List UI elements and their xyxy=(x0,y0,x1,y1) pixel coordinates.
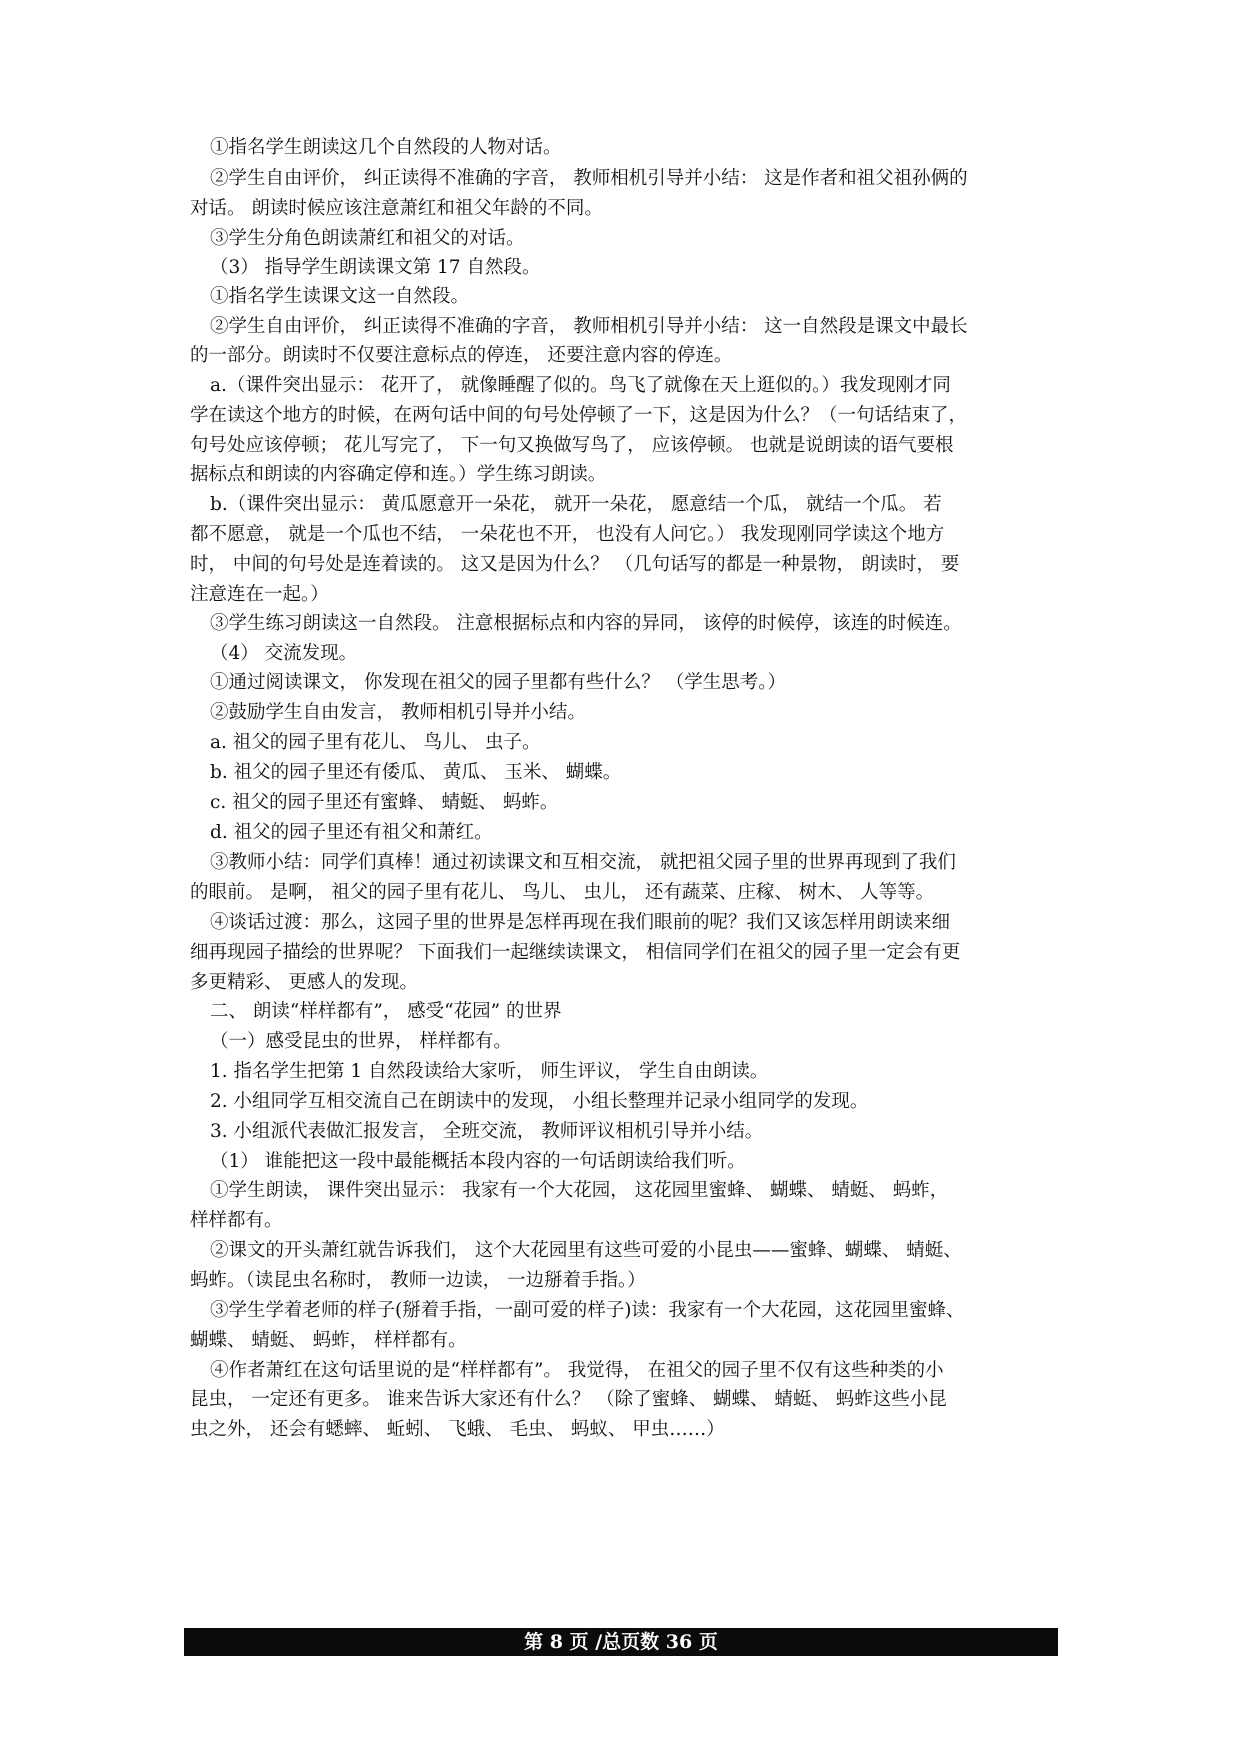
text-line: ③学生练习朗读这一自然段。 注意根据标点和内容的异同， 该停的时候停，该连的时候连。 xyxy=(210,613,962,634)
text-line: 的眼前。 是啊， 祖父的园子里有花儿、 鸟儿、 虫儿， 还有蔬菜、庄稼、 树木、 人等等。 xyxy=(190,882,935,903)
text-line: ②课文的开头萧红就告诉我们， 这个大花园里有这些可爱的小昆虫——蜜蜂、蝴蝶、 蜻蜓、 xyxy=(210,1240,962,1261)
text-line: 蚂蚱。（读昆虫名称时， 教师一边读， 一边掰着手指。） xyxy=(190,1270,646,1291)
text-line: 2. 小组同学互相交流自己在朗读中的发现， 小组长整理并记录小组同学的发现。 xyxy=(210,1091,869,1112)
text-line: ①学生朗读， 课件突出显示： 我家有一个大花园， 这花园里蜜蜂、 蝴蝶、 蜻蜓、 蚂蚱， xyxy=(210,1180,949,1201)
text-line: ①指名学生朗读这几个自然段的人物对话。 xyxy=(210,137,562,158)
text-line: 蝴蝶、 蜻蜓、 蚂蚱， 样样都有。 xyxy=(190,1330,467,1351)
text-line: 时， 中间的句号处是连着读的。 这又是因为什么？ （几句话写的都是一种景物， 朗读时， 要 xyxy=(190,554,960,575)
text-line: ③教师小结：同学们真棒！通过初读课文和互相交流， 就把祖父园子里的世界再现到了我们 xyxy=(210,852,956,873)
text-line: 样样都有。 xyxy=(190,1210,283,1231)
text-line: ①指名学生读课文这一自然段。 xyxy=(210,286,470,307)
text-line: 二、 朗读“样样都有”， 感受“花园” 的世界 xyxy=(210,1001,562,1022)
text-line: 注意连在一起。） xyxy=(190,584,329,605)
text-line: （1） 谁能把这一段中最能概括本段内容的一句话朗读给我们听。 xyxy=(210,1151,746,1172)
text-line: 3. 小组派代表做汇报发言， 全班交流， 教师评议相机引导并小结。 xyxy=(210,1121,764,1142)
text-line: 昆虫， 一定还有更多。 谁来告诉大家还有什么？ （除了蜜蜂、 蝴蝶、 蜻蜓、 蚂蚱这些小昆 xyxy=(190,1389,947,1410)
text-line: c. 祖父的园子里还有蜜蜂、 蜻蜓、 蚂蚱。 xyxy=(210,792,559,813)
text-line: a. 祖父的园子里有花儿、 鸟儿、 虫子。 xyxy=(210,732,541,753)
text-line: 对话。 朗读时候应该注意萧红和祖父年龄的不同。 xyxy=(190,198,603,219)
text-line: 据标点和朗读的内容确定停和连。）学生练习朗读。 xyxy=(190,464,607,485)
text-line: b.（课件突出显示： 黄瓜愿意开一朵花， 就开一朵花， 愿意结一个瓜， 就结一个瓜。 若 xyxy=(210,494,942,515)
text-line: ③学生分角色朗读萧红和祖父的对话。 xyxy=(210,228,525,249)
text-line: （一）感受昆虫的世界， 样样都有。 xyxy=(210,1031,512,1052)
text-line: ②学生自由评价， 纠正读得不准确的字音， 教师相机引导并小结： 这一自然段是课文中最长 xyxy=(210,316,968,337)
text-line: a.（课件突出显示： 花开了， 就像睡醒了似的。鸟飞了就像在天上逛似的。）我发现刚才同 xyxy=(210,375,951,396)
text-line: ④谈话过渡：那么，这园子里的世界是怎样再现在我们眼前的呢？我们又该怎样用朗读来细 xyxy=(210,912,951,933)
text-line: （3） 指导学生朗读课文第 17 自然段。 xyxy=(210,257,541,278)
text-line: ④作者萧红在这句话里说的是“样样都有”。 我觉得， 在祖父的园子里不仅有这些种类的小 xyxy=(210,1360,944,1381)
text-line: 1. 指名学生把第 1 自然段读给大家听， 师生评议， 学生自由朗读。 xyxy=(210,1061,769,1082)
text-line: ②学生自由评价， 纠正读得不准确的字音， 教师相机引导并小结： 这是作者和祖父祖孙俩的 xyxy=(210,168,968,189)
text-line: ①通过阅读课文， 你发现在祖父的园子里都有些什么？ （学生思考。） xyxy=(210,672,787,693)
text-line: ②鼓励学生自由发言， 教师相机引导并小结。 xyxy=(210,702,586,723)
page-footer: 第 8 页 /总页数 36 页 xyxy=(184,1628,1058,1656)
text-line: ③学生学着老师的样子(掰着手指，一副可爱的样子)读：我家有一个大花园，这花园里蜜蜂、 xyxy=(210,1300,965,1321)
text-line: （4） 交流发现。 xyxy=(210,643,358,664)
text-line: 的一部分。朗读时不仅要注意标点的停连， 还要注意内容的停连。 xyxy=(190,345,733,366)
text-line: d. 祖父的园子里还有祖父和萧红。 xyxy=(210,822,493,843)
text-line: 句号处应该停顿； 花儿写完了， 下一句又换做写鸟了， 应该停顿。 也就是说朗读的语气要根 xyxy=(190,435,954,456)
text-line: 虫之外， 还会有蟋蟀、 蚯蚓、 飞蛾、 毛虫、 蚂蚁、 甲虫……） xyxy=(190,1419,725,1440)
text-line: 都不愿意， 就是一个瓜也不结， 一朵花也不开， 也没有人问它。） 我发现刚同学读这个地方 xyxy=(190,524,945,545)
text-line: 多更精彩、 更感人的发现。 xyxy=(190,972,418,993)
text-line: b. 祖父的园子里还有倭瓜、 黄瓜、 玉米、 蝴蝶。 xyxy=(210,762,622,783)
text-line: 学在读这个地方的时候，在两句话中间的句号处停顿了一下，这是因为什么？（一句话结束了， xyxy=(190,405,968,426)
text-line: 细再现园子描绘的世界呢？ 下面我们一起继续读课文， 相信同学们在祖父的园子里一定会有更 xyxy=(190,942,961,963)
